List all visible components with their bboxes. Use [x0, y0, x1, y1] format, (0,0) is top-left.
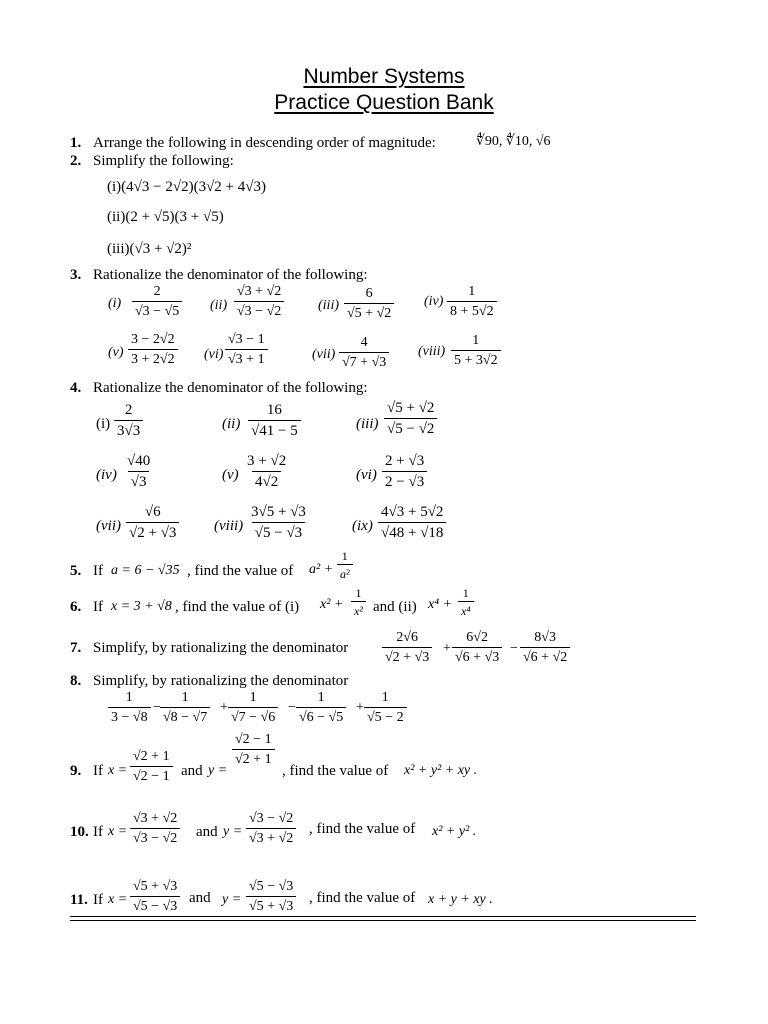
question-text: and [196, 824, 218, 840]
operator: + [356, 700, 364, 715]
item-label: (vii) [312, 347, 336, 362]
question-number: 9. [70, 763, 82, 779]
question-text: If [93, 824, 103, 840]
fraction: $\frac{8√3}{√6 + √2}$ [520, 631, 570, 665]
operator: − [510, 641, 518, 656]
page-title: Number Systems [303, 65, 465, 88]
fraction: $\frac{1}{\text{x²}}$ [351, 587, 366, 617]
fraction: $\frac{1}{3 - √8}$ [108, 691, 151, 725]
question-text: Simplify, by rationalizing the denominator [93, 673, 349, 689]
fraction: $\frac{√5 + √2}{√5 - √2}$ [384, 401, 437, 437]
operator: + [220, 700, 228, 715]
fraction: $\frac{√5 + √3}{√5 - √3}$ [130, 880, 180, 914]
operator: − [153, 700, 161, 715]
math-expression: x = 3 + √8 [111, 599, 172, 614]
item-label: (i) [108, 296, 122, 311]
fraction: $\frac{1}{√7 - √6}$ [228, 691, 278, 725]
fraction: $\frac{6}{√5 + √2}$ [344, 287, 394, 321]
math-expression: (iii)(√3 + √2)² [107, 241, 192, 257]
fraction: $\frac{√3 + √2}{√3 - √2}$ [234, 285, 284, 319]
math-expression: x² + y² . [432, 824, 477, 839]
math-expression: x = [108, 763, 128, 778]
operator: − [288, 700, 296, 715]
fraction: $\frac{√40}{√3}$ [127, 453, 151, 490]
question-text: If [93, 763, 103, 779]
fraction: $\frac{√2 - 1}{√2 + 1}$ [232, 733, 275, 767]
question-number: 2. [70, 153, 82, 169]
question-text: , find the value of [309, 890, 416, 906]
question-number: 4. [70, 380, 82, 396]
math-expression: a² + [309, 562, 334, 577]
operator: + [443, 641, 451, 656]
question-text: and (ii) [373, 599, 417, 615]
item-label: (vi) [204, 347, 224, 362]
divider-line [70, 920, 696, 921]
item-label: (viii) [418, 344, 446, 359]
item-label: (ii) [210, 298, 228, 313]
question-number: 10. [70, 824, 89, 840]
fraction: $\frac{6√2}{√6 + √3}$ [452, 631, 502, 665]
math-expression: a = 6 − √35 [111, 563, 180, 578]
fraction: $\frac{√5 - √3}{√5 + √3}$ [246, 880, 296, 914]
question-text: , find the value of (i) [175, 599, 300, 615]
math-expression: (ii)(2 + √5)(3 + √5) [107, 209, 224, 225]
math-expression: ∜90, ∜10, √6 [476, 134, 551, 149]
fraction: $\frac{1}{8 + 5√2}$ [447, 285, 497, 319]
question-number: 3. [70, 267, 82, 283]
fraction: $\frac{2√6}{√2 + √3}$ [382, 631, 432, 665]
divider-line [70, 916, 696, 917]
fraction: $\frac{1}{5 + 3√2}$ [451, 334, 501, 368]
item-label: (vii) [96, 518, 121, 534]
fraction: $\frac{4}{√7 + √3}$ [339, 336, 389, 370]
question-number: 1. [70, 135, 82, 151]
fraction: $\frac{2}{3√3}$ [114, 403, 143, 439]
fraction: $\frac{√2 + 1}{√2 - 1}$ [130, 750, 173, 784]
page-subtitle: Practice Question Bank [274, 91, 494, 114]
fraction: $\frac{16}{√41 - 5}$ [248, 403, 301, 439]
math-expression: x = [108, 892, 128, 907]
question-text: Simplify the following: [93, 153, 234, 169]
item-label: (i) [96, 416, 111, 432]
fraction: $\frac{√3 - √2}{√3 + √2}$ [246, 812, 296, 846]
question-number: 11. [70, 892, 88, 908]
fraction: $\frac{√3 - 1}{√3 + 1}$ [225, 333, 268, 367]
fraction: $\frac{1}{√8 - √7}$ [160, 691, 210, 725]
math-expression: x = [108, 824, 128, 839]
item-label: (iii) [318, 298, 339, 313]
fraction: $\frac{1}{\text{a²}}$ [337, 550, 353, 580]
question-number: 5. [70, 563, 82, 579]
fraction: $\frac{3 - 2√2}{3 + 2√2}$ [128, 333, 178, 367]
fraction: $\frac{2}{√3 - √5}$ [132, 285, 182, 319]
math-expression: y = [223, 824, 243, 839]
fraction: $\frac{1}{√6 - √5}$ [296, 691, 346, 725]
math-expression: x + y + xy . [428, 892, 493, 907]
item-label: (v) [108, 345, 124, 360]
math-expression: (i)(4√3 − 2√2)(3√2 + 4√3) [107, 179, 266, 195]
question-text: and [189, 890, 211, 906]
fraction: $\frac{1}{\text{x⁴}}$ [458, 587, 474, 617]
math-expression: y = [222, 892, 242, 907]
math-expression: x⁴ + [428, 597, 453, 612]
item-label: (iii) [356, 416, 379, 432]
math-expression: x² + y² + xy . [404, 763, 478, 778]
question-number: 7. [70, 640, 82, 656]
item-label: (iv) [96, 467, 117, 483]
fraction: $\frac{4√3 + 5√2}{√48 + √18}$ [378, 505, 446, 541]
question-text: and [181, 763, 203, 779]
item-label: (ix) [352, 518, 373, 534]
question-text: If [93, 599, 103, 615]
question-text: Rationalize the denominator of the following: [93, 267, 368, 283]
item-label: (ii) [222, 416, 241, 432]
question-text: If [93, 892, 103, 908]
question-text: Rationalize the denominator of the following: [93, 380, 368, 396]
math-expression: y = [208, 763, 228, 778]
question-text: , find the value of [309, 821, 416, 837]
question-text: Arrange the following in descending order of magnitude: [93, 135, 436, 151]
item-label: (vi) [356, 467, 377, 483]
question-text: If [93, 563, 103, 579]
fraction: $\frac{3√5 + √3}{√5 - √3}$ [251, 504, 306, 541]
fraction: $\frac{√6}{√2 + √3}$ [126, 505, 179, 541]
item-label: (viii) [214, 518, 244, 534]
item-label: (iv) [424, 294, 444, 309]
fraction: $\frac{√3 + √2}{√3 - √2}$ [130, 812, 180, 846]
question-text: , find the value of [282, 763, 389, 779]
fraction: $\frac{1}{√5 - 2}$ [364, 691, 407, 725]
math-expression: x² + [320, 597, 344, 612]
question-number: 6. [70, 599, 82, 615]
question-text: , find the value of [187, 563, 294, 579]
question-number: 8. [70, 673, 82, 689]
item-label: (v) [222, 467, 239, 483]
question-text: Simplify, by rationalizing the denominator [93, 640, 349, 656]
fraction: $\frac{3 + √2}{4√2}$ [247, 453, 287, 490]
fraction: $\frac{2 + √3}{2 - √3}$ [382, 454, 427, 490]
